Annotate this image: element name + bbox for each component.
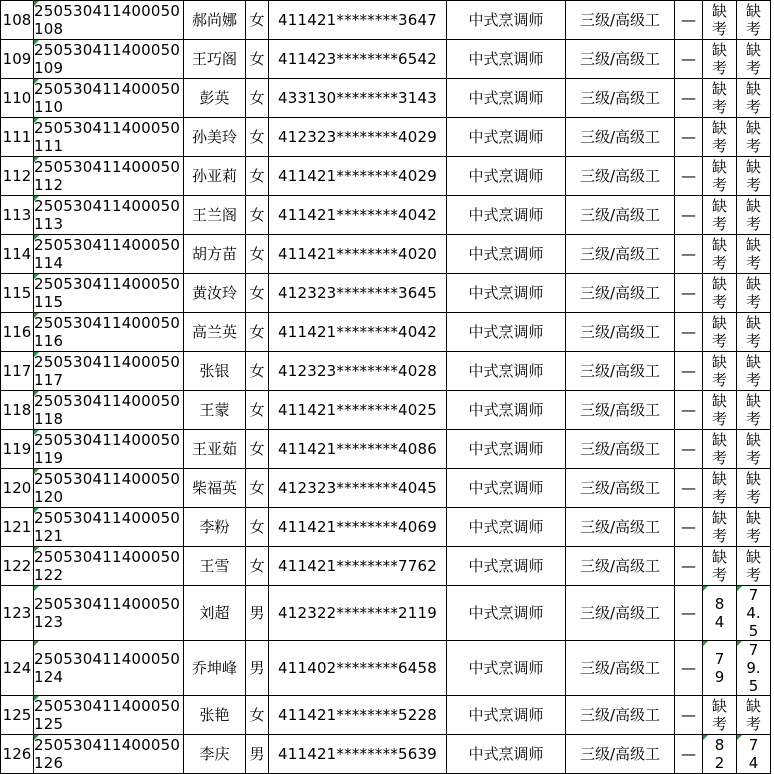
theory-score-cell[interactable] xyxy=(703,508,737,547)
gender-cell[interactable]: 女 xyxy=(246,696,269,735)
gender-cell[interactable]: 男 xyxy=(246,735,269,774)
gender-cell[interactable]: 女 xyxy=(246,430,269,469)
table-row xyxy=(1,547,771,586)
theory-score-cell[interactable] xyxy=(703,641,737,696)
row-number-cell[interactable]: 123 xyxy=(1,586,34,641)
practical-score-cell[interactable] xyxy=(737,157,771,196)
gender-cell[interactable]: 女 xyxy=(246,79,269,118)
practical-score-cell[interactable] xyxy=(737,469,771,508)
theory-score-cell[interactable] xyxy=(703,157,737,196)
score-value: 缺考 xyxy=(745,236,761,272)
occupation-cell[interactable]: 中式烹调师 xyxy=(447,641,566,696)
practical-score-cell[interactable] xyxy=(737,313,771,352)
practical-score-cell[interactable] xyxy=(737,586,771,641)
level-cell[interactable]: 三级/高级工 xyxy=(566,735,675,774)
level-cell[interactable]: 三级/高级工 xyxy=(566,79,675,118)
id-card-cell[interactable]: 411421********4029 xyxy=(269,157,447,196)
level-cell[interactable]: 三级/高级工 xyxy=(566,469,675,508)
table-row xyxy=(1,313,771,352)
gender-cell[interactable]: 女 xyxy=(246,235,269,274)
id-card-cell[interactable]: 412323********4029 xyxy=(269,118,447,157)
practical-score-cell[interactable] xyxy=(737,40,771,79)
row-number-cell[interactable]: 115 xyxy=(1,274,34,313)
gender-cell[interactable]: 女 xyxy=(246,196,269,235)
row-number-cell[interactable]: 121 xyxy=(1,508,34,547)
score-value: 缺考 xyxy=(711,236,727,272)
row-number-cell[interactable]: 125 xyxy=(1,696,34,735)
table-row xyxy=(1,735,771,774)
table-row xyxy=(1,586,771,641)
practical-score-cell[interactable] xyxy=(737,118,771,157)
gender-cell[interactable]: 女 xyxy=(246,547,269,586)
score-value: 缺考 xyxy=(745,548,761,584)
occupation-cell[interactable]: 中式烹调师 xyxy=(447,40,566,79)
level-cell[interactable]: 三级/高级工 xyxy=(566,430,675,469)
score-value: 缺考 xyxy=(745,697,761,733)
row-number-cell[interactable]: 119 xyxy=(1,430,34,469)
score-value: 缺考 xyxy=(711,509,727,545)
occupation-cell[interactable]: 中式烹调师 xyxy=(447,547,566,586)
gender-cell[interactable]: 女 xyxy=(246,274,269,313)
practical-score-cell[interactable] xyxy=(737,508,771,547)
occupation-cell[interactable]: 中式烹调师 xyxy=(447,508,566,547)
exam-id-cell[interactable]: 250530411400050108 xyxy=(34,1,184,40)
mark-cell[interactable]: — xyxy=(675,641,703,696)
gender-cell[interactable]: 女 xyxy=(246,313,269,352)
table-row xyxy=(1,235,771,274)
theory-score-cell[interactable] xyxy=(703,391,737,430)
mark-cell[interactable]: — xyxy=(675,157,703,196)
mark-cell[interactable]: — xyxy=(675,1,703,40)
row-number-cell[interactable]: 117 xyxy=(1,352,34,391)
exam-id-cell[interactable]: 250530411400050117 xyxy=(34,352,184,391)
candidate-name-cell[interactable]: 王兰阁 xyxy=(184,196,246,235)
table-row xyxy=(1,1,771,40)
theory-score-cell[interactable] xyxy=(703,696,737,735)
theory-score-cell[interactable] xyxy=(703,547,737,586)
level-cell[interactable]: 三级/高级工 xyxy=(566,696,675,735)
score-value: 缺考 xyxy=(711,275,727,311)
occupation-cell[interactable]: 中式烹调师 xyxy=(447,274,566,313)
table-row xyxy=(1,352,771,391)
practical-score-cell[interactable] xyxy=(737,547,771,586)
practical-score-cell[interactable] xyxy=(737,79,771,118)
id-card-cell[interactable]: 411421********4025 xyxy=(269,391,447,430)
theory-score-cell[interactable] xyxy=(703,118,737,157)
candidate-name-cell[interactable]: 张艳 xyxy=(184,696,246,735)
occupation-cell[interactable]: 中式烹调师 xyxy=(447,430,566,469)
occupation-cell[interactable]: 中式烹调师 xyxy=(447,735,566,774)
row-number-cell[interactable]: 110 xyxy=(1,79,34,118)
theory-score-cell[interactable] xyxy=(703,430,737,469)
mark-cell[interactable]: — xyxy=(675,196,703,235)
candidate-name-cell[interactable]: 王雪 xyxy=(184,547,246,586)
table-row xyxy=(1,696,771,735)
level-cell[interactable]: 三级/高级工 xyxy=(566,235,675,274)
occupation-cell[interactable]: 中式烹调师 xyxy=(447,118,566,157)
score-value: 82 xyxy=(714,736,725,772)
exam-id-cell[interactable]: 250530411400050124 xyxy=(34,641,184,696)
occupation-cell[interactable]: 中式烹调师 xyxy=(447,586,566,641)
occupation-cell[interactable]: 中式烹调师 xyxy=(447,469,566,508)
candidate-name-cell[interactable]: 张银 xyxy=(184,352,246,391)
id-card-cell[interactable]: 412323********4028 xyxy=(269,352,447,391)
row-number-cell[interactable]: 118 xyxy=(1,391,34,430)
exam-id-cell[interactable]: 250530411400050122 xyxy=(34,547,184,586)
level-cell[interactable]: 三级/高级工 xyxy=(566,40,675,79)
exam-id-cell[interactable]: 250530411400050115 xyxy=(34,274,184,313)
mark-cell[interactable]: — xyxy=(675,586,703,641)
results-table-body xyxy=(1,1,771,774)
occupation-cell[interactable]: 中式烹调师 xyxy=(447,1,566,40)
score-value: 缺考 xyxy=(711,353,727,389)
score-value: 缺考 xyxy=(745,431,761,467)
theory-score-cell[interactable] xyxy=(703,79,737,118)
theory-score-cell[interactable] xyxy=(703,274,737,313)
exam-id-cell[interactable]: 250530411400050121 xyxy=(34,508,184,547)
mark-cell[interactable]: — xyxy=(675,735,703,774)
row-number-cell[interactable]: 113 xyxy=(1,196,34,235)
gender-cell[interactable]: 女 xyxy=(246,352,269,391)
row-number-cell[interactable]: 108 xyxy=(1,1,34,40)
level-cell[interactable]: 三级/高级工 xyxy=(566,641,675,696)
exam-id-cell[interactable]: 250530411400050114 xyxy=(34,235,184,274)
mark-cell[interactable]: — xyxy=(675,391,703,430)
score-value: 缺考 xyxy=(711,548,727,584)
mark-cell[interactable]: — xyxy=(675,696,703,735)
practical-score-cell[interactable] xyxy=(737,391,771,430)
score-value: 缺考 xyxy=(745,2,761,38)
gender-cell[interactable]: 女 xyxy=(246,157,269,196)
candidate-name-cell[interactable]: 黄汝玲 xyxy=(184,274,246,313)
occupation-cell[interactable]: 中式烹调师 xyxy=(447,79,566,118)
mark-cell[interactable]: — xyxy=(675,508,703,547)
theory-score-cell[interactable] xyxy=(703,235,737,274)
id-card-cell[interactable]: 411421********5639 xyxy=(269,735,447,774)
table-row xyxy=(1,274,771,313)
table-row xyxy=(1,40,771,79)
score-value: 缺考 xyxy=(745,197,761,233)
id-card-cell[interactable]: 412322********2119 xyxy=(269,586,447,641)
score-value: 缺考 xyxy=(745,80,761,116)
candidate-name-cell[interactable]: 胡方苗 xyxy=(184,235,246,274)
mark-cell[interactable]: — xyxy=(675,274,703,313)
occupation-cell[interactable]: 中式烹调师 xyxy=(447,196,566,235)
exam-id-cell[interactable]: 250530411400050118 xyxy=(34,391,184,430)
theory-score-cell[interactable] xyxy=(703,586,737,641)
mark-cell[interactable]: — xyxy=(675,40,703,79)
table-row xyxy=(1,508,771,547)
mark-cell[interactable]: — xyxy=(675,352,703,391)
score-value: 缺考 xyxy=(711,41,727,77)
score-value: 缺考 xyxy=(711,697,727,733)
mark-cell[interactable]: — xyxy=(675,118,703,157)
practical-score-cell[interactable] xyxy=(737,696,771,735)
score-value: 79 xyxy=(714,650,725,686)
id-card-cell[interactable]: 411421********5228 xyxy=(269,696,447,735)
theory-score-cell[interactable] xyxy=(703,196,737,235)
table-row xyxy=(1,196,771,235)
level-cell[interactable]: 三级/高级工 xyxy=(566,196,675,235)
gender-cell[interactable]: 女 xyxy=(246,40,269,79)
mark-cell[interactable]: — xyxy=(675,469,703,508)
candidate-name-cell[interactable]: 孙亚莉 xyxy=(184,157,246,196)
exam-id-cell[interactable]: 250530411400050126 xyxy=(34,735,184,774)
id-card-cell[interactable]: 412323********4045 xyxy=(269,469,447,508)
row-number-cell[interactable]: 114 xyxy=(1,235,34,274)
score-value: 74 xyxy=(748,736,759,772)
theory-score-cell[interactable] xyxy=(703,352,737,391)
level-cell[interactable]: 三级/高级工 xyxy=(566,313,675,352)
score-value: 缺考 xyxy=(745,353,761,389)
level-cell[interactable]: 三级/高级工 xyxy=(566,547,675,586)
occupation-cell[interactable]: 中式烹调师 xyxy=(447,696,566,735)
candidate-name-cell[interactable]: 王亚茹 xyxy=(184,430,246,469)
exam-id-cell[interactable]: 250530411400050119 xyxy=(34,430,184,469)
level-cell[interactable]: 三级/高级工 xyxy=(566,586,675,641)
exam-id-cell[interactable]: 250530411400050111 xyxy=(34,118,184,157)
exam-id-cell[interactable]: 250530411400050116 xyxy=(34,313,184,352)
candidate-name-cell[interactable]: 刘超 xyxy=(184,586,246,641)
score-value: 缺考 xyxy=(711,197,727,233)
level-cell[interactable]: 三级/高级工 xyxy=(566,1,675,40)
gender-cell[interactable]: 女 xyxy=(246,118,269,157)
practical-score-cell[interactable] xyxy=(737,352,771,391)
score-value: 74.5 xyxy=(746,586,761,640)
gender-cell[interactable]: 女 xyxy=(246,508,269,547)
score-value: 缺考 xyxy=(711,2,727,38)
score-value: 缺考 xyxy=(711,470,727,506)
candidate-name-cell[interactable]: 乔坤峰 xyxy=(184,641,246,696)
theory-score-cell[interactable] xyxy=(703,40,737,79)
candidate-name-cell[interactable]: 彭英 xyxy=(184,79,246,118)
gender-cell[interactable]: 男 xyxy=(246,641,269,696)
table-row xyxy=(1,79,771,118)
row-number-cell[interactable]: 116 xyxy=(1,313,34,352)
candidate-name-cell[interactable]: 高兰英 xyxy=(184,313,246,352)
candidate-name-cell[interactable]: 王巧阁 xyxy=(184,40,246,79)
occupation-cell[interactable]: 中式烹调师 xyxy=(447,157,566,196)
level-cell[interactable]: 三级/高级工 xyxy=(566,118,675,157)
candidate-name-cell[interactable]: 王蒙 xyxy=(184,391,246,430)
theory-score-cell[interactable] xyxy=(703,469,737,508)
exam-id-cell[interactable]: 250530411400050123 xyxy=(34,586,184,641)
score-value: 缺考 xyxy=(711,119,727,155)
mark-cell[interactable]: — xyxy=(675,547,703,586)
practical-score-cell[interactable] xyxy=(737,1,771,40)
id-card-cell[interactable]: 411421********4086 xyxy=(269,430,447,469)
practical-score-cell[interactable] xyxy=(737,235,771,274)
score-value: 缺考 xyxy=(745,41,761,77)
table-row xyxy=(1,641,771,696)
id-card-cell[interactable]: 433130********3143 xyxy=(269,79,447,118)
row-number-cell[interactable]: 111 xyxy=(1,118,34,157)
exam-id-cell[interactable]: 250530411400050125 xyxy=(34,696,184,735)
practical-score-cell[interactable] xyxy=(737,430,771,469)
gender-cell[interactable]: 女 xyxy=(246,469,269,508)
table-row xyxy=(1,469,771,508)
id-card-cell[interactable]: 411421********4042 xyxy=(269,196,447,235)
id-card-cell[interactable]: 411421********3647 xyxy=(269,1,447,40)
row-number-cell[interactable]: 122 xyxy=(1,547,34,586)
mark-cell[interactable]: — xyxy=(675,430,703,469)
id-card-cell[interactable]: 411421********4020 xyxy=(269,235,447,274)
occupation-cell[interactable]: 中式烹调师 xyxy=(447,313,566,352)
id-card-cell[interactable]: 411421********4042 xyxy=(269,313,447,352)
level-cell[interactable]: 三级/高级工 xyxy=(566,352,675,391)
table-row xyxy=(1,430,771,469)
level-cell[interactable]: 三级/高级工 xyxy=(566,274,675,313)
exam-id-cell[interactable]: 250530411400050113 xyxy=(34,196,184,235)
score-value: 缺考 xyxy=(745,470,761,506)
occupation-cell[interactable]: 中式烹调师 xyxy=(447,352,566,391)
table-row xyxy=(1,157,771,196)
level-cell[interactable]: 三级/高级工 xyxy=(566,157,675,196)
table-row xyxy=(1,118,771,157)
row-number-cell[interactable]: 109 xyxy=(1,40,34,79)
id-card-cell[interactable]: 411421********7762 xyxy=(269,547,447,586)
table-row xyxy=(1,391,771,430)
level-cell[interactable]: 三级/高级工 xyxy=(566,508,675,547)
exam-id-cell[interactable]: 250530411400050109 xyxy=(34,40,184,79)
score-value: 缺考 xyxy=(745,509,761,545)
gender-cell[interactable]: 女 xyxy=(246,391,269,430)
score-value: 84 xyxy=(714,595,725,631)
id-card-cell[interactable]: 411402********6458 xyxy=(269,641,447,696)
score-value: 79.5 xyxy=(746,641,761,695)
mark-cell[interactable]: — xyxy=(675,79,703,118)
practical-score-cell[interactable] xyxy=(737,274,771,313)
score-value: 缺考 xyxy=(745,392,761,428)
candidate-name-cell[interactable]: 柴福英 xyxy=(184,469,246,508)
row-number-cell[interactable]: 112 xyxy=(1,157,34,196)
theory-score-cell[interactable] xyxy=(703,735,737,774)
gender-cell[interactable]: 男 xyxy=(246,586,269,641)
score-value: 缺考 xyxy=(711,392,727,428)
score-value: 缺考 xyxy=(745,158,761,194)
score-value: 缺考 xyxy=(745,314,761,350)
row-number-cell[interactable]: 120 xyxy=(1,469,34,508)
candidate-name-cell[interactable]: 李粉 xyxy=(184,508,246,547)
occupation-cell[interactable]: 中式烹调师 xyxy=(447,391,566,430)
occupation-cell[interactable]: 中式烹调师 xyxy=(447,235,566,274)
candidate-name-cell[interactable]: 李庆 xyxy=(184,735,246,774)
mark-cell[interactable]: — xyxy=(675,235,703,274)
mark-cell[interactable]: — xyxy=(675,313,703,352)
score-value: 缺考 xyxy=(711,80,727,116)
score-value: 缺考 xyxy=(745,275,761,311)
candidate-name-cell[interactable]: 孙美玲 xyxy=(184,118,246,157)
id-card-cell[interactable]: 411421********4069 xyxy=(269,508,447,547)
gender-cell[interactable]: 女 xyxy=(246,1,269,40)
exam-id-cell[interactable]: 250530411400050112 xyxy=(34,157,184,196)
score-value: 缺考 xyxy=(711,314,727,350)
exam-id-cell[interactable]: 250530411400050120 xyxy=(34,469,184,508)
theory-score-cell[interactable] xyxy=(703,1,737,40)
theory-score-cell[interactable] xyxy=(703,313,737,352)
score-value: 缺考 xyxy=(745,119,761,155)
candidate-name-cell[interactable]: 郝尚娜 xyxy=(184,1,246,40)
practical-score-cell[interactable] xyxy=(737,641,771,696)
exam-id-cell[interactable]: 250530411400050110 xyxy=(34,79,184,118)
practical-score-cell[interactable] xyxy=(737,196,771,235)
id-card-cell[interactable]: 411423********6542 xyxy=(269,40,447,79)
row-number-cell[interactable]: 124 xyxy=(1,641,34,696)
id-card-cell[interactable]: 412323********3645 xyxy=(269,274,447,313)
practical-score-cell[interactable] xyxy=(737,735,771,774)
score-value: 缺考 xyxy=(711,158,727,194)
score-value: 缺考 xyxy=(711,431,727,467)
level-cell[interactable]: 三级/高级工 xyxy=(566,391,675,430)
row-number-cell[interactable]: 126 xyxy=(1,735,34,774)
